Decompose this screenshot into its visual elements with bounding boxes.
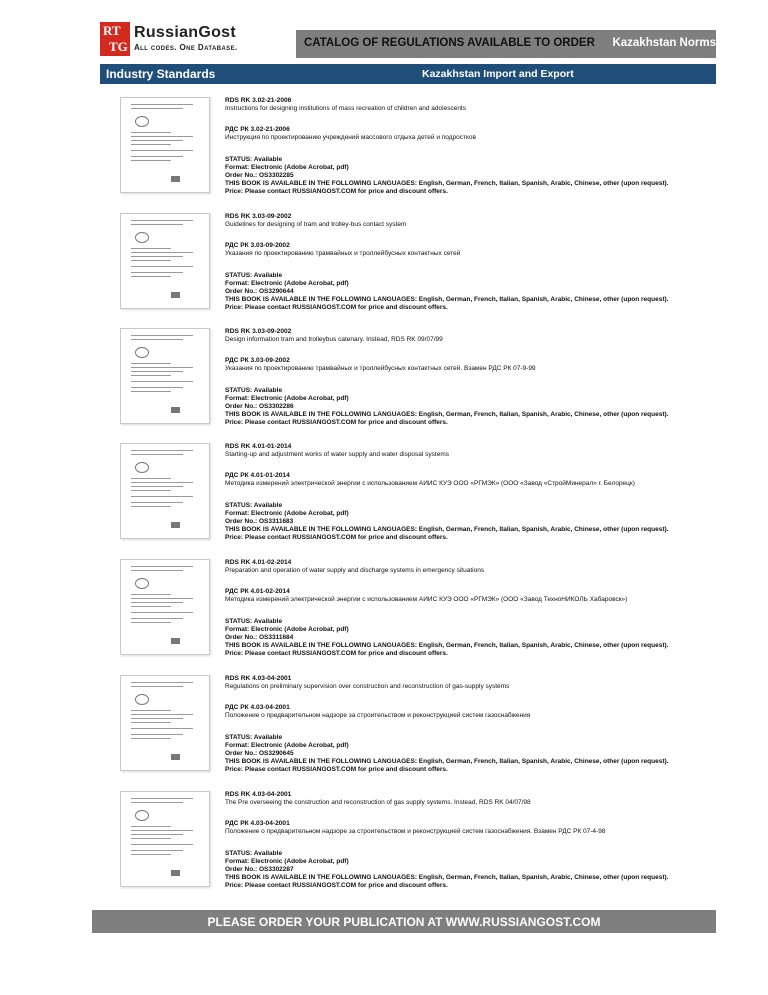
thumbnail-seal-icon — [135, 232, 149, 243]
entry-languages: THIS BOOK IS AVAILABLE IN THE FOLLOWING LANGUAGES: English, German, French, Italian, Spanish, Arabic, Chinese, other (upon request). — [225, 526, 669, 533]
document-thumbnail[interactable] — [120, 791, 210, 887]
entry-code-en: RDS RK 4.01-01-2014 — [225, 443, 292, 450]
thumbnail-text-line — [131, 566, 193, 567]
thumbnail-text-line — [131, 140, 183, 141]
thumbnail-mark — [171, 870, 180, 876]
russiangost-logo[interactable] — [100, 22, 290, 58]
catalog-entry — [120, 443, 720, 555]
entry-code-en: RDS RK 3.02-21-2006 — [225, 97, 292, 104]
entry-text — [225, 213, 715, 312]
thumbnail-text-line — [131, 387, 183, 388]
thumbnail-text-line — [131, 838, 171, 839]
thumbnail-seal-icon — [135, 347, 149, 358]
entry-format: Format: Electronic (Adobe Acrobat, pdf) — [225, 164, 349, 171]
thumbnail-text-line — [131, 606, 171, 607]
entry-price: Price: Please contact RUSSIANGOST.COM for price and discount offers. — [225, 188, 448, 195]
logo-mark-top: RT — [103, 23, 121, 38]
thumbnail-text-line — [131, 266, 193, 267]
entry-order-number: Order No.: OS3302286 — [225, 403, 294, 410]
entry-code-en: RDS RK 4.01-02-2014 — [225, 559, 292, 566]
entry-title-ru: Указания по проектированию трамвайных и троллейбусных контактных сетей — [225, 250, 461, 257]
thumbnail-text-line — [131, 371, 183, 372]
entry-price: Price: Please contact RUSSIANGOST.COM for price and discount offers. — [225, 419, 448, 426]
thumbnail-text-line — [131, 734, 183, 735]
entry-title-en: Design information tram and trolleybus catenary. Instead, RDS RK 09/07/99 — [225, 336, 443, 343]
entry-code-ru: РДС РК 4.01-02-2014 — [225, 588, 290, 595]
thumbnail-text-line — [131, 844, 193, 845]
entry-status: STATUS: Available — [225, 387, 283, 394]
entry-status: STATUS: Available — [225, 618, 283, 625]
thumbnail-text-line — [131, 156, 183, 157]
thumbnail-text-line — [131, 132, 171, 133]
order-footer-text[interactable]: PLEASE ORDER YOUR PUBLICATION AT WWW.RUSSIANGOST.COM — [207, 915, 601, 929]
thumbnail-text-line — [131, 482, 193, 483]
thumbnail-text-line — [131, 272, 183, 273]
entry-price: Price: Please contact RUSSIANGOST.COM for price and discount offers. — [225, 882, 448, 889]
entry-order-number: Order No.: OS3311684 — [225, 634, 294, 641]
logo-mark — [100, 22, 130, 56]
entry-languages: THIS BOOK IS AVAILABLE IN THE FOLLOWING LANGUAGES: English, German, French, Italian, Spanish, Arabic, Chinese, other (upon request). — [225, 180, 669, 187]
thumbnail-text-line — [131, 506, 171, 507]
thumbnail-mark — [171, 754, 180, 760]
entry-text — [225, 791, 715, 890]
entry-code-ru: РДС РК 4.01-01-2014 — [225, 472, 290, 479]
thumbnail-seal-icon — [135, 116, 149, 127]
thumbnail-text-line — [131, 728, 193, 729]
entry-languages: THIS BOOK IS AVAILABLE IN THE FOLLOWING LANGUAGES: English, German, French, Italian, Spanish, Arabic, Chinese, other (upon request). — [225, 758, 669, 765]
catalog-entry — [120, 213, 720, 325]
thumbnail-text-line — [131, 260, 171, 261]
entry-title-en: Regulations on preliminary supervision over construction and reconstruction of gas-supply systems — [225, 683, 510, 690]
entry-format: Format: Electronic (Adobe Acrobat, pdf) — [225, 510, 349, 517]
section-left-title: Industry Standards — [106, 67, 216, 81]
thumbnail-text-line — [131, 738, 171, 739]
catalog-entry — [120, 97, 720, 209]
document-thumbnail[interactable] — [120, 675, 210, 771]
entry-status: STATUS: Available — [225, 156, 283, 163]
thumbnail-text-line — [131, 686, 183, 687]
thumbnail-text-line — [131, 618, 183, 619]
thumbnail-text-line — [131, 598, 193, 599]
catalog-entry — [120, 328, 720, 440]
thumbnail-text-line — [131, 718, 183, 719]
entry-order-number: Order No.: OS3290645 — [225, 750, 294, 757]
thumbnail-mark — [171, 292, 180, 298]
thumbnail-text-line — [131, 391, 171, 392]
thumbnail-text-line — [131, 714, 193, 715]
entry-status: STATUS: Available — [225, 734, 283, 741]
entry-code-ru: РДС РК 3.02-21-2006 — [225, 126, 290, 133]
thumbnail-text-line — [131, 454, 183, 455]
entry-status: STATUS: Available — [225, 850, 283, 857]
entry-title-ru: Методика измерений электрической энергии с использованием АИИС КУЭ ООО «РГМЭК» (ООО «Завод «СтройМинерал» г. Белорецк) — [225, 480, 635, 487]
entry-title-en: Instructions for designing institutions of mass recreation of children and adolescents — [225, 105, 466, 112]
document-thumbnail[interactable] — [120, 443, 210, 539]
entry-code-en: RDS RK 3.03-09-2002 — [225, 213, 292, 220]
thumbnail-mark — [171, 176, 180, 182]
thumbnail-text-line — [131, 486, 183, 487]
thumbnail-text-line — [131, 276, 171, 277]
entry-languages: THIS BOOK IS AVAILABLE IN THE FOLLOWING LANGUAGES: English, German, French, Italian, Spanish, Arabic, Chinese, other (upon request). — [225, 411, 669, 418]
thumbnail-text-line — [131, 594, 171, 595]
thumbnail-text-line — [131, 622, 171, 623]
entry-order-number: Order No.: OS3290644 — [225, 288, 294, 295]
entry-text — [225, 559, 715, 658]
thumbnail-text-line — [131, 339, 183, 340]
entry-text — [225, 328, 715, 427]
thumbnail-text-line — [131, 478, 171, 479]
thumbnail-text-line — [131, 224, 183, 225]
thumbnail-text-line — [131, 850, 183, 851]
thumbnail-mark — [171, 407, 180, 413]
entry-title-ru: Инструкция по проектированию учреждений массового отдыха детей и подростков — [225, 134, 476, 141]
entry-code-en: RDS RK 3.03-09-2002 — [225, 328, 292, 335]
thumbnail-text-line — [131, 798, 193, 799]
catalog-header-bar — [296, 30, 716, 58]
thumbnail-text-line — [131, 854, 171, 855]
entry-status: STATUS: Available — [225, 272, 283, 279]
catalog-entry — [120, 675, 720, 787]
thumbnail-text-line — [131, 367, 193, 368]
thumbnail-text-line — [131, 220, 193, 221]
section-bar — [100, 64, 716, 84]
thumbnail-text-line — [131, 108, 183, 109]
thumbnail-mark — [171, 522, 180, 528]
entry-order-number: Order No.: OS3302287 — [225, 866, 294, 873]
thumbnail-text-line — [131, 248, 171, 249]
entry-code-ru: РДС РК 3.03-09-2002 — [225, 357, 290, 364]
entry-format: Format: Electronic (Adobe Acrobat, pdf) — [225, 280, 349, 287]
entry-format: Format: Electronic (Adobe Acrobat, pdf) — [225, 626, 349, 633]
thumbnail-text-line — [131, 256, 183, 257]
entry-title-ru: Положение о предварительном надзоре за строительством и реконструкцией систем газоснабжения. Взамен РДС РК 07-4-98 — [225, 828, 606, 835]
entry-format: Format: Electronic (Adobe Acrobat, pdf) — [225, 858, 349, 865]
entry-order-number: Order No.: OS3311683 — [225, 518, 294, 525]
thumbnail-text-line — [131, 826, 171, 827]
document-thumbnail[interactable] — [120, 213, 210, 309]
document-thumbnail[interactable] — [120, 328, 210, 424]
thumbnail-text-line — [131, 710, 171, 711]
entry-format: Format: Electronic (Adobe Acrobat, pdf) — [225, 742, 349, 749]
entry-title-ru: Указания по проектированию трамвайных и троллейбусных контактных сетей. Взамен РДС РК 07-9-99 — [225, 365, 536, 372]
entry-format: Format: Electronic (Adobe Acrobat, pdf) — [225, 395, 349, 402]
entry-code-en: RDS RK 4.03-04-2001 — [225, 791, 292, 798]
thumbnail-text-line — [131, 375, 171, 376]
entry-title-en: Preparation and operation of water supply and discharge systems in emergency situations — [225, 567, 485, 574]
entry-order-number: Order No.: OS3302285 — [225, 172, 294, 179]
order-footer-bar[interactable] — [92, 910, 716, 933]
entry-code-ru: РДС РК 4.03-04-2001 — [225, 704, 290, 711]
logo-tagline: All codes. One Database. — [134, 43, 238, 52]
document-thumbnail[interactable] — [120, 97, 210, 193]
thumbnail-text-line — [131, 802, 183, 803]
logo-mark-bottom: TG — [109, 39, 128, 54]
thumbnail-text-line — [131, 252, 193, 253]
entry-title-en: Starting-up and adjustment works of water supply and water disposal systems — [225, 451, 449, 458]
thumbnail-text-line — [131, 612, 193, 613]
section-center-title: Kazakhstan Import and Export — [422, 68, 574, 80]
entry-title-en: The Pre overseeing the construction and reconstruction of gas supply systems. Instead, RDS RK 04/07/98 — [225, 799, 531, 806]
entry-price: Price: Please contact RUSSIANGOST.COM for price and discount offers. — [225, 650, 448, 657]
entry-languages: THIS BOOK IS AVAILABLE IN THE FOLLOWING LANGUAGES: English, German, French, Italian, Spanish, Arabic, Chinese, other (upon request). — [225, 874, 669, 881]
catalog-title: CATALOG OF REGULATIONS AVAILABLE TO ORDER — [304, 37, 595, 49]
thumbnail-seal-icon — [135, 810, 149, 821]
thumbnail-text-line — [131, 450, 193, 451]
entry-languages: THIS BOOK IS AVAILABLE IN THE FOLLOWING LANGUAGES: English, German, French, Italian, Spanish, Arabic, Chinese, other (upon request). — [225, 296, 669, 303]
thumbnail-seal-icon — [135, 462, 149, 473]
thumbnail-text-line — [131, 136, 193, 137]
entry-languages: THIS BOOK IS AVAILABLE IN THE FOLLOWING LANGUAGES: English, German, French, Italian, Spanish, Arabic, Chinese, other (upon request). — [225, 642, 669, 649]
entry-text — [225, 97, 715, 196]
entry-code-ru: РДС РК 3.03-09-2002 — [225, 242, 290, 249]
thumbnail-mark — [171, 638, 180, 644]
catalog-entry — [120, 791, 720, 903]
thumbnail-text-line — [131, 502, 183, 503]
region-label: Kazakhstan Norms — [612, 37, 716, 49]
thumbnail-text-line — [131, 144, 171, 145]
document-thumbnail[interactable] — [120, 559, 210, 655]
entry-status: STATUS: Available — [225, 502, 283, 509]
catalog-entry — [120, 559, 720, 671]
logo-name: RussianGost — [134, 24, 236, 41]
entry-title-en: Guidelines for designing of tram and trolley-bus contact system — [225, 221, 407, 228]
thumbnail-text-line — [131, 160, 171, 161]
thumbnail-text-line — [131, 682, 193, 683]
thumbnail-text-line — [131, 570, 183, 571]
thumbnail-text-line — [131, 104, 193, 105]
thumbnail-seal-icon — [135, 578, 149, 589]
entry-text — [225, 675, 715, 774]
entry-code-ru: РДС РК 4.03-04-2001 — [225, 820, 290, 827]
thumbnail-text-line — [131, 363, 171, 364]
thumbnail-text-line — [131, 335, 193, 336]
thumbnail-text-line — [131, 381, 193, 382]
entry-price: Price: Please contact RUSSIANGOST.COM for price and discount offers. — [225, 304, 448, 311]
thumbnail-text-line — [131, 602, 183, 603]
thumbnail-text-line — [131, 834, 183, 835]
thumbnail-text-line — [131, 830, 193, 831]
thumbnail-text-line — [131, 496, 193, 497]
thumbnail-text-line — [131, 490, 171, 491]
entry-price: Price: Please contact RUSSIANGOST.COM for price and discount offers. — [225, 534, 448, 541]
thumbnail-text-line — [131, 150, 193, 151]
thumbnail-seal-icon — [135, 694, 149, 705]
thumbnail-text-line — [131, 722, 171, 723]
entry-text — [225, 443, 715, 542]
entry-title-ru: Положение о предварительном надзоре за строительством и реконструкцией систем газоснабжения — [225, 712, 531, 719]
entry-code-en: RDS RK 4.03-04-2001 — [225, 675, 292, 682]
entry-price: Price: Please contact RUSSIANGOST.COM for price and discount offers. — [225, 766, 448, 773]
entry-title-ru: Методика измерений электрической энергии с использованием АИИС КУЭ ООО «РГМЭК» (ООО «Завод ТехноНИКОЛЬ Хабаровск») — [225, 596, 628, 603]
